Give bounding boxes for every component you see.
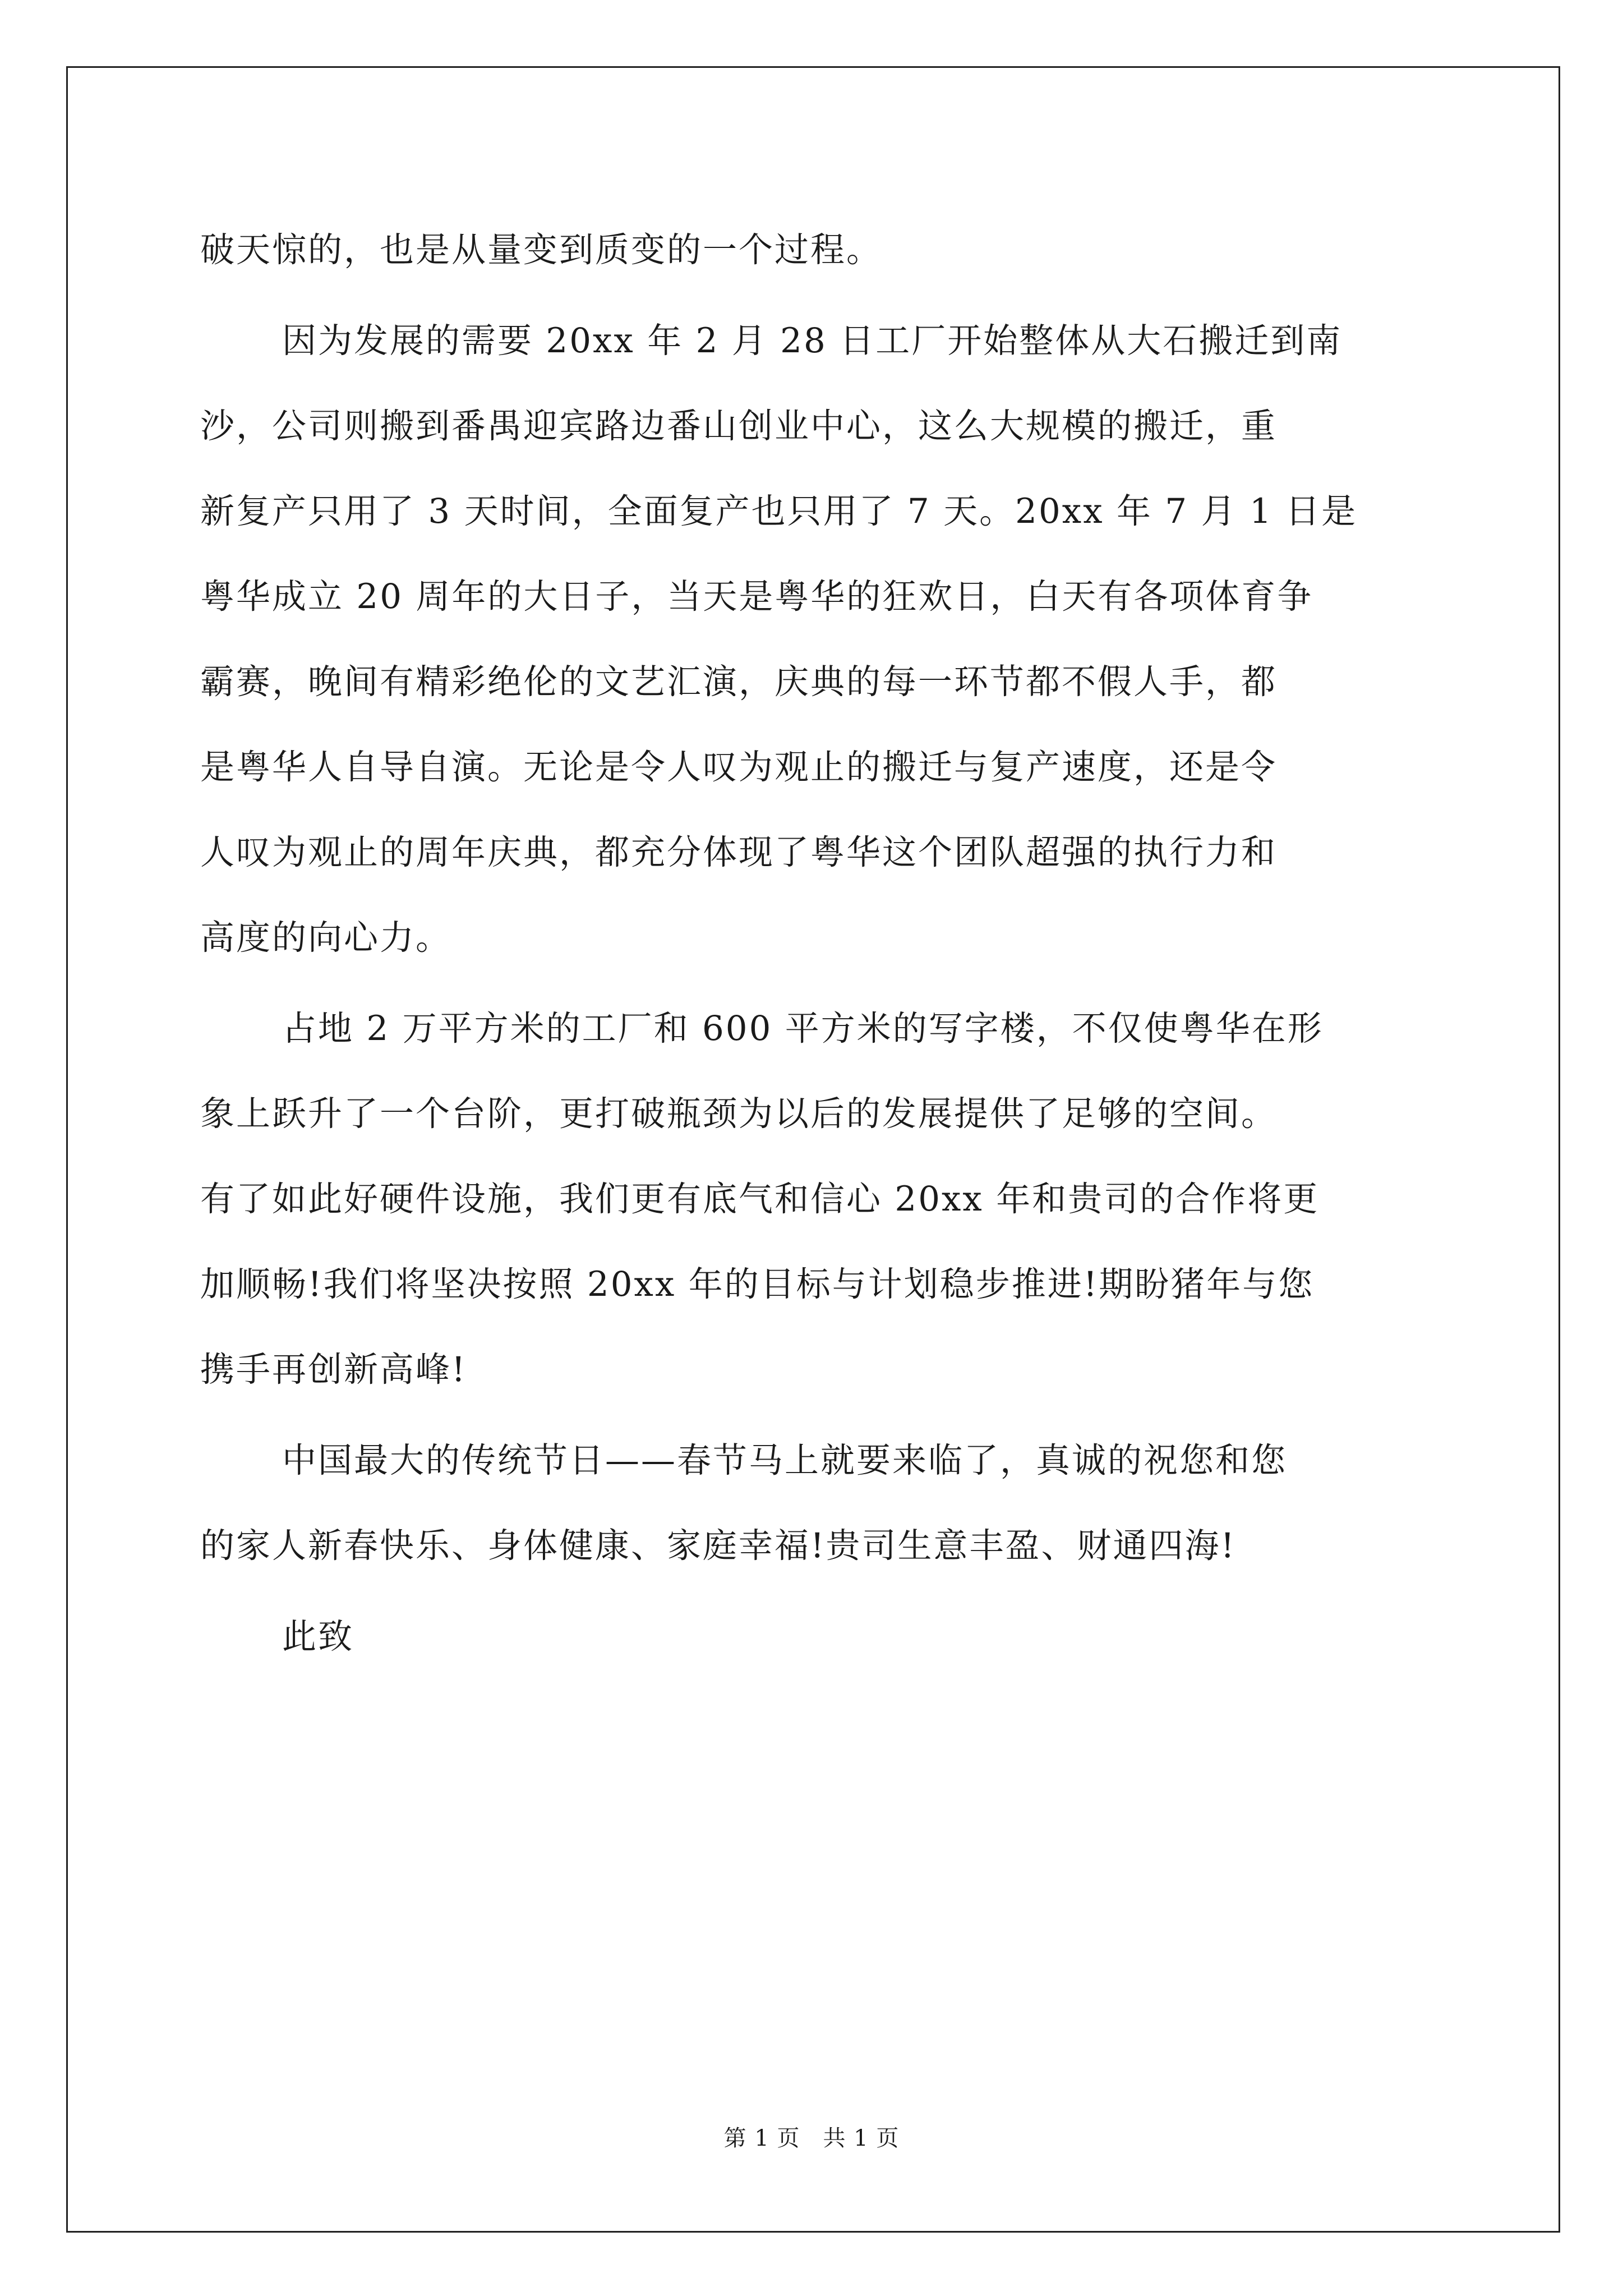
paragraph [200, 208, 1434, 293]
paragraph [200, 1594, 1434, 1680]
paragraph-gap [200, 293, 1434, 298]
text-line: 占地 2 万平方米的工厂和 600 平方米的写字楼，不仅使粤华在形 [282, 1009, 1324, 1048]
text-line: 粤华成立 20 周年的大日子，当天是粤华的狂欢日，白天有各项体育争 [200, 577, 1313, 616]
text-line: 此致 [282, 1617, 354, 1657]
text-line: 是粤华人自导自演。无论是令人叹为观止的搬迁与复产速度，还是令 [200, 747, 1278, 787]
paragraph [200, 298, 1434, 981]
document-body [200, 208, 1434, 1680]
text-line: 象上跃升了一个台阶，更打破瓶颈为以后的发展提供了足够的空间。 [200, 1094, 1278, 1134]
text-line: 新复产只用了 3 天时间，全面复产也只用了 7 天。20xx 年 7 月 1 日是 [200, 491, 1358, 531]
page-footer: 第 1 页 共 1 页 [723, 2125, 900, 2151]
text-line: 加顺畅!我们将坚决按照 20xx 年的目标与计划稳步推进!期盼猪年与您 [200, 1264, 1315, 1304]
text-line: 高度的向心力。 [200, 918, 452, 958]
text-line: 中国最大的传统节日——春节马上就要来临了，真诚的祝您和您 [282, 1441, 1288, 1480]
text-line: 因为发展的需要 20xx 年 2 月 28 日工厂开始整体从大石搬迁到南 [282, 321, 1343, 361]
paragraph-gap [200, 981, 1434, 986]
paragraph [200, 986, 1434, 1412]
text-line: 的家人新春快乐、身体健康、家庭幸福!贵司生意丰盈、财通四海! [200, 1526, 1237, 1566]
text-line: 携手再创新高峰! [200, 1350, 467, 1389]
text-line: 霸赛，晚间有精彩绝伦的文艺汇演，庆典的每一环节都不假人手，都 [200, 662, 1278, 702]
paragraph-gap [200, 1589, 1434, 1594]
text-line: 人叹为观止的周年庆典，都充分体现了粤华这个团队超强的执行力和 [200, 832, 1278, 872]
paragraph [200, 1418, 1434, 1589]
text-line: 沙，公司则搬到番禺迎宾路边番山创业中心，这么大规模的搬迁，重 [200, 406, 1278, 446]
text-line: 有了如此好硬件设施，我们更有底气和信心 20xx 年和贵司的合作将更 [200, 1179, 1320, 1219]
paragraph-gap [200, 1412, 1434, 1418]
text-line: 破天惊的，也是从量变到质变的一个过程。 [200, 230, 883, 270]
